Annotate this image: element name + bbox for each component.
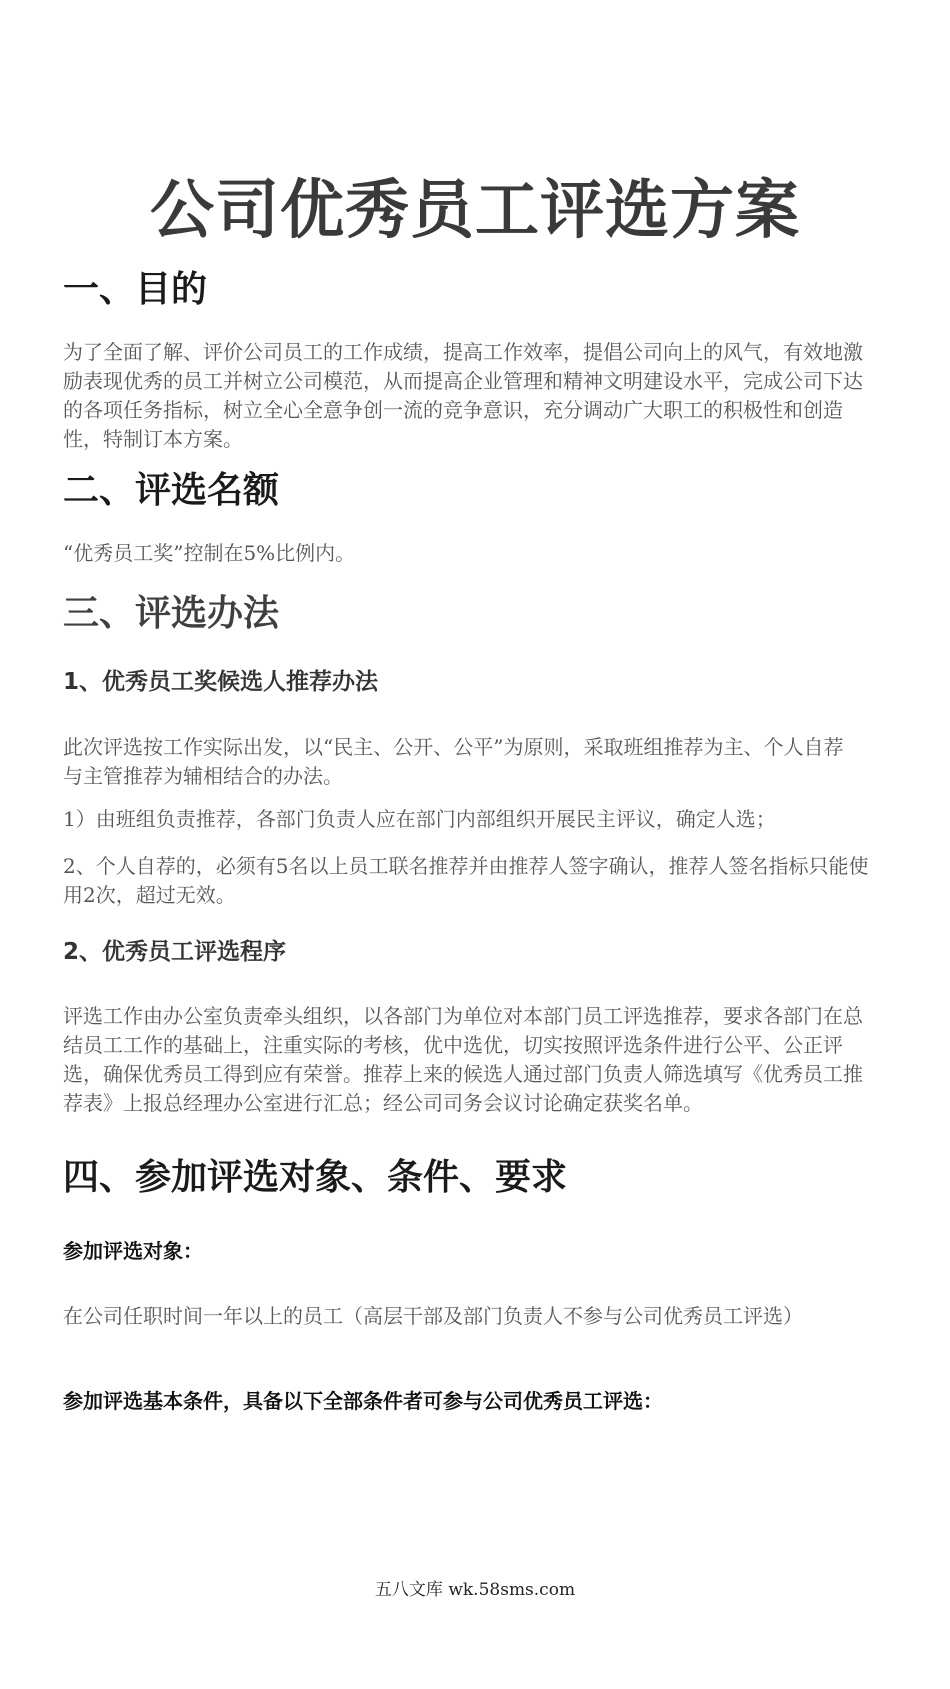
section-heading-quota: 二、评选名额 (63, 470, 280, 511)
page-footer: 五八文库 wk.58sms.com (374, 1580, 576, 1600)
subsection-paragraph-team-nomination: 1）由班组负责推荐，各部门负责人应在部门内部组织开展民主评议，确定人选； (63, 807, 776, 831)
section-paragraph-purpose: 为了全面了解、评价公司员工的工作成绩，提高工作效率，提倡公司向上的风气，有效地激励表现优秀的员工并树立公司模范，从而提高企业管理和精神文明建设水平，完成公司下达的各项任务指标，树立全心全意争创一流的竞争意识，充分调动广大职工的积极性和创造性，特制订本方案。 (63, 340, 863, 451)
section-heading-eligibility: 四、参加评选对象、条件、要求 (63, 1157, 568, 1198)
eligibility-label-conditions: 参加评选基本条件，具备以下全部条件者可参与公司优秀员工评选： (63, 1389, 663, 1413)
subsection-heading-nomination: 1、优秀员工奖候选人推荐办法 (63, 669, 379, 695)
subsection-heading-procedure: 2、优秀员工评选程序 (63, 939, 287, 965)
section-heading-purpose: 一、目的 (63, 269, 208, 310)
eligibility-paragraph-target: 在公司任职时间一年以上的员工（高层干部及部门负责人不参与公司优秀员工评选） (63, 1304, 803, 1328)
section-paragraph-quota: “优秀员工奖”控制在5%比例内。 (63, 541, 356, 565)
subsection-paragraph-principle: 此次评选按工作实际出发，以“民主、公开、公平”为原则，采取班组推荐为主、个人自荐与主管推荐为辅相结合的办法。 (63, 735, 844, 788)
eligibility-label-target: 参加评选对象： (63, 1239, 203, 1263)
document-title: 公司优秀员工评选方案 (150, 174, 800, 248)
section-heading-method: 三、评选办法 (63, 593, 280, 634)
subsection-paragraph-procedure: 评选工作由办公室负责牵头组织，以各部门为单位对本部门员工评选推荐，要求各部门在总结员工工作的基础上，注重实际的考核，优中选优，切实按照评选条件进行公平、公正评选，确保优秀员工得到应有荣誉。推荐上来的候选人通过部门负责人筛选填写《优秀员工推荐表》上报总经理办公室进行汇总；经公司司务会议讨论确定获奖名单。 (63, 1004, 863, 1115)
subsection-paragraph-self-nomination: 2、个人自荐的，必须有5名以上员工联名推荐并由推荐人签字确认，推荐人签名指标只能使用2次，超过无效。 (63, 854, 869, 907)
